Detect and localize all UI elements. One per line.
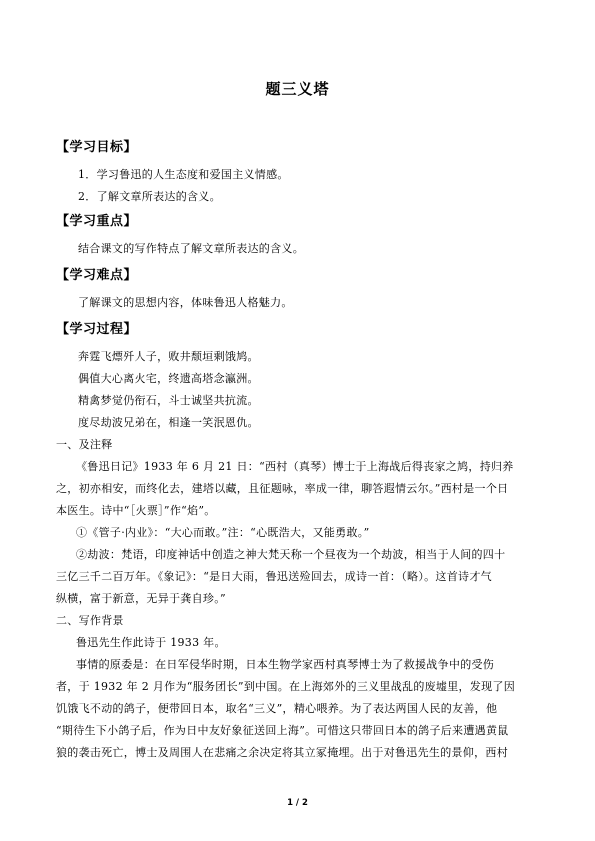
page-number: 1 / 2	[287, 798, 308, 808]
background-para-2-line-1: 事情的原委是：在日军侵华时期，日本生物学家西村真琴博士为了救援战争中的受伤	[76, 658, 495, 671]
annotation-note-2-line-2: 三亿三千二百万年。《象记》：“是日大雨，鲁迅送殓回去，成诗一首：（略）。这首诗才气	[56, 570, 492, 583]
annotation-heading: 一、及注释	[56, 438, 113, 451]
annotation-note-2-line-3: 纵横，富于新意，无异于龚自珍。”	[56, 592, 226, 605]
goal-item-1: 1．学习鲁迅的人生态度和爱国主义情感。	[78, 168, 289, 181]
background-para-2-line-2: 者，于 1932 年 2 月作为“服务团长”到中国。在上海郊外的三义里战乱的废墟里，发现了因	[56, 680, 516, 693]
poem-line-1: 奔霆飞熛歼人子，败井颓垣剩饿鸠。	[78, 350, 259, 363]
background-para-2-line-4: “期待生下小鸽子后，作为日中友好象征送回上海”。可惜这只带回日本的鸽子后来遭遇黄鼠	[56, 724, 509, 737]
focus-text: 结合课文的写作特点了解文章所表达的含义。	[78, 242, 304, 255]
section-difficulty-heading: 【学习难点】	[56, 268, 138, 283]
section-focus-heading: 【学习重点】	[56, 214, 138, 229]
poem-line-2: 偶值大心离火宅，终遗高塔念瀛洲。	[78, 372, 259, 385]
annotation-note-1: ①《管子·内业》：“大心而敢。”注：“心既浩大，又能勇敢。”	[76, 526, 370, 539]
difficulty-text: 了解课文的思想内容，体味鲁迅人格魅力。	[78, 296, 293, 309]
goal-item-2: 2．了解文章所表达的含义。	[78, 190, 221, 203]
background-para-1: 鲁迅先生作此诗于 1933 年。	[76, 636, 226, 649]
annotation-note-2-line-1: ②劫波：梵语，印度神话中创造之神大梵天称一个昼夜为一个劫波，相当于人间的四十	[76, 548, 506, 561]
annotation-para-1-line-2: 之，初亦相安，而终化去，建塔以藏，且征题咏，率成一律，聊答遐情云尔。”西村是一个日	[56, 482, 509, 495]
background-para-2-line-3: 饥饿飞不动的鸽子，便带回日本，取名“三义”，精心喂养。为了表达两国人民的友善，他	[56, 702, 498, 715]
section-goals-heading: 【学习目标】	[56, 140, 138, 155]
section-process-heading: 【学习过程】	[56, 322, 138, 337]
background-heading: 二、写作背景	[56, 614, 124, 627]
poem-line-4: 度尽劫波兄弟在，相逢一笑泯恩仇。	[78, 416, 259, 429]
annotation-para-1-line-1: 《鲁迅日记》1933 年 6 月 21 日：“西村（真琴）博士于上海战后得丧家之鸠，持归养	[76, 460, 514, 473]
annotation-para-1-line-3: 本医生。诗中“［火票］”作“焰”。	[56, 504, 216, 517]
background-para-2-line-5: 狼的袭击死亡，博士及周围人在悲痛之余决定将其立冢掩埋。出于对鲁迅先生的景仰，西村	[56, 746, 508, 759]
page-title: 题三义塔	[265, 80, 330, 98]
poem-line-3: 精禽梦觉仍衔石，斗士诚坚共抗流。	[78, 394, 259, 407]
